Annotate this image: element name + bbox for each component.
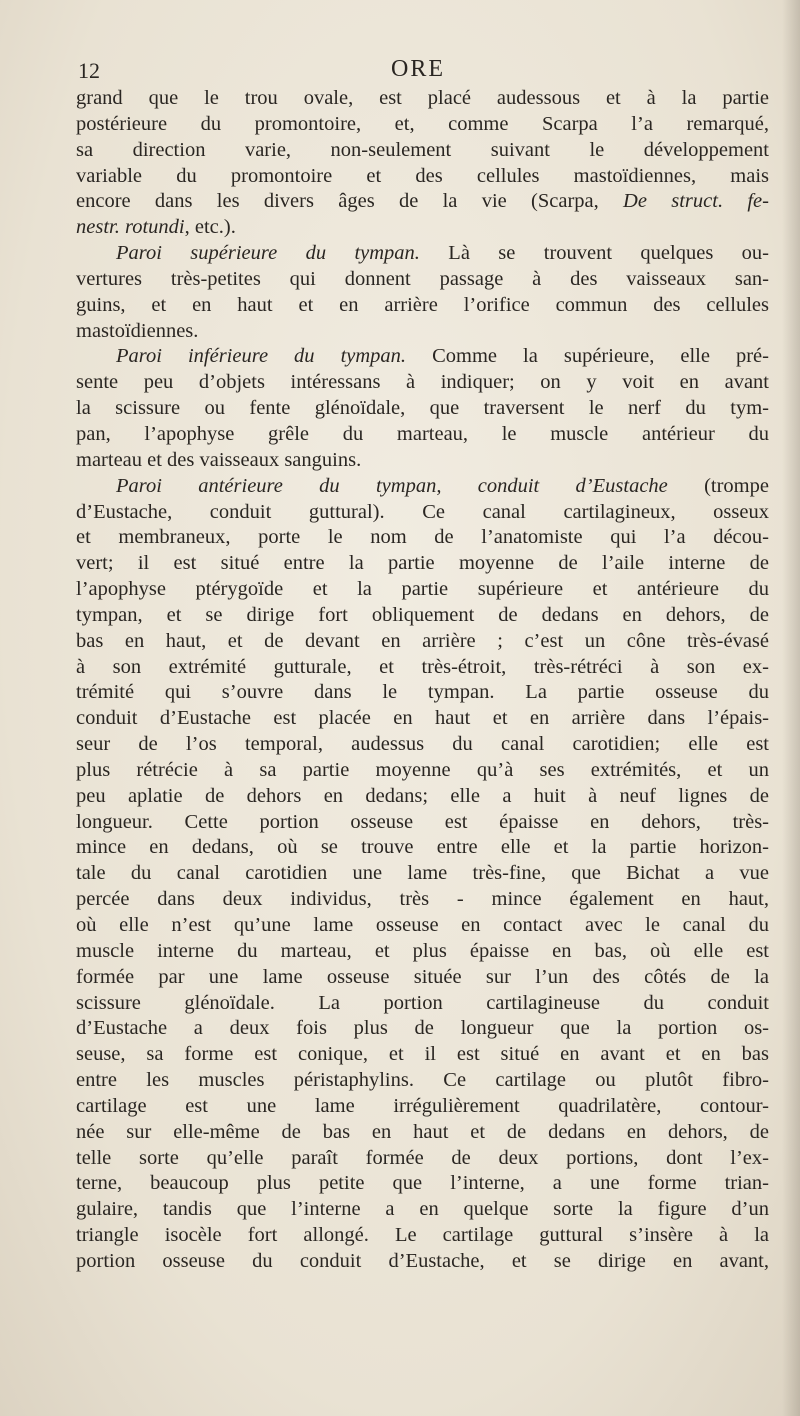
text-line — [76, 241, 769, 267]
text-segment: vertures très-petites qui donnent passage à des vaisseaux san- — [76, 267, 769, 290]
text-segment: seur de l’os temporal, audessus du canal carotidien; elle est — [76, 733, 769, 756]
text-segment: percée dans deux individus, très - mince également en haut, — [76, 888, 769, 911]
text-segment: telle sorte qu’elle paraît formée de deux portions, dont l’ex- — [76, 1146, 769, 1169]
text-segment: Là se trouvent quelques ou- — [419, 242, 769, 265]
text-line — [76, 525, 769, 551]
text-segment: variable du promontoire et des cellules mastoïdiennes, mais — [76, 164, 769, 187]
text-segment: d’Eustache a deux fois plus de longueur que la portion os- — [76, 1017, 769, 1040]
running-head: ORE — [391, 56, 445, 82]
text-line — [76, 732, 769, 758]
text-line — [76, 965, 769, 991]
text-line — [76, 835, 769, 861]
text-segment: trémité qui s’ouvre dans le tympan. La partie osseuse du — [76, 681, 769, 704]
text-segment: l’apophyse ptérygoïde et la partie supérieure et antérieure du — [76, 578, 769, 601]
text-segment: mince en dedans, où se trouve entre elle et la partie horizon- — [76, 836, 769, 859]
text-line — [76, 422, 769, 448]
text-line — [76, 758, 769, 784]
text-segment: où elle n’est qu’une lame osseuse en contact avec le canal du — [76, 914, 769, 936]
text-line — [76, 293, 769, 319]
text-line — [76, 1042, 769, 1068]
italic-text: Paroi supérieure du tympan. — [116, 242, 420, 265]
text-segment: née sur elle-même de bas en haut et de dedans en dehors, de — [76, 1120, 769, 1143]
text-line — [76, 344, 769, 370]
text-line — [76, 706, 769, 732]
text-segment: marteau et des vaisseaux sanguins. — [76, 448, 362, 471]
text-segment: peu aplatie de dehors en dedans; elle a huit à neuf lignes de — [76, 784, 769, 807]
text-segment: sente peu d’objets intéressans à indiquer; on y voit en avant — [76, 371, 769, 394]
text-line — [76, 448, 769, 474]
text-line — [76, 810, 769, 836]
text-line — [76, 474, 769, 500]
text-line — [76, 500, 769, 526]
text-segment: mastoïdiennes. — [76, 319, 199, 342]
text-segment: tale du canal carotidien une lame très-fine, que Bichat a vue — [76, 862, 769, 885]
text-segment: grand que le trou ovale, est placé audessous et à la partie — [76, 87, 769, 109]
text-segment: entre les muscles péristaphylins. Ce cartilage ou plutôt fibro- — [76, 1069, 769, 1092]
italic-text: nestr. rotundi — [76, 216, 185, 239]
text-segment: guins, et en haut et en arrière l’orifice commun des cellules — [76, 293, 769, 316]
text-line — [76, 112, 769, 138]
text-line — [76, 164, 769, 190]
text-line — [76, 1094, 769, 1120]
text-segment: triangle isocèle fort allongé. Le cartilage guttural s’insère à la — [76, 1224, 769, 1247]
text-segment: sa direction varie, non-seulement suivant le développement — [76, 138, 769, 161]
text-line — [76, 861, 769, 887]
text-segment: bas en haut, et de devant en arrière ; c’est un cône très-évasé — [76, 629, 769, 652]
text-line — [76, 939, 769, 965]
text-line — [76, 396, 769, 422]
text-segment: tympan, et se dirige fort obliquement de dedans en dehors, de — [76, 603, 769, 626]
italic-text: De struct. fe- — [623, 190, 769, 213]
text-line — [76, 629, 769, 655]
text-segment: à son extrémité gutturale, et très-étroit, très-rétréci à son ex- — [76, 655, 769, 678]
text-line — [76, 1197, 769, 1223]
text-line — [76, 1249, 769, 1275]
text-line — [76, 655, 769, 681]
text-line — [76, 138, 769, 164]
page-edge-shadow — [782, 0, 800, 1416]
text-segment: muscle interne du marteau, et plus épaisse en bas, où elle est — [76, 939, 769, 962]
text-segment: postérieure du promontoire, et, comme Scarpa l’a remarqué, — [76, 112, 769, 135]
text-line — [76, 267, 769, 293]
text-line — [76, 680, 769, 706]
body-text — [76, 86, 769, 1275]
text-line — [76, 370, 769, 396]
text-line — [76, 913, 769, 939]
text-segment: d’Eustache, conduit guttural). Ce canal cartilagineux, osseux — [76, 500, 769, 523]
text-line — [76, 887, 769, 913]
text-segment: encore dans les divers âges de la vie (Scarpa, — [76, 190, 624, 213]
text-line — [76, 1171, 769, 1197]
text-segment: portion osseuse du conduit d’Eustache, et se dirige en avant, — [76, 1249, 769, 1272]
text-segment: formée par une lame osseuse située sur l’un des côtés de la — [76, 965, 769, 988]
text-line — [76, 991, 769, 1017]
text-line — [76, 603, 769, 629]
text-line — [76, 319, 769, 345]
text-segment: la scissure ou fente glénoïdale, que traversent le nerf du tym- — [76, 397, 769, 420]
text-segment: vert; il est situé entre la partie moyenne de l’aile interne de — [76, 552, 769, 575]
text-line — [76, 1016, 769, 1042]
text-segment: conduit d’Eustache est placée en haut et en arrière dans l’épais- — [76, 707, 769, 730]
text-line — [76, 551, 769, 577]
text-line — [76, 1120, 769, 1146]
text-line — [76, 86, 769, 112]
text-segment: , etc.). — [184, 216, 236, 239]
text-segment: pan, l’apophyse grêle du marteau, le muscle antérieur du — [76, 422, 769, 445]
text-line — [76, 1068, 769, 1094]
text-segment: Comme la supérieure, elle pré- — [406, 345, 769, 368]
text-segment: et membraneux, porte le nom de l’anatomiste qui l’a décou- — [76, 526, 769, 549]
text-segment: (trompe — [667, 474, 769, 497]
italic-text: Paroi inférieure du tympan. — [116, 345, 407, 368]
page-number: 12 — [78, 58, 100, 83]
text-line — [76, 577, 769, 603]
text-line — [76, 784, 769, 810]
text-segment: longueur. Cette portion osseuse est épaisse en dehors, très- — [76, 810, 769, 833]
page-header — [78, 56, 758, 84]
text-segment: gulaire, tandis que l’interne a en quelque sorte la figure d’un — [76, 1198, 769, 1221]
text-line — [76, 215, 769, 241]
text-segment: terne, beaucoup plus petite que l’interne, a une forme trian- — [76, 1172, 769, 1195]
text-segment: plus rétrécie à sa partie moyenne qu’à ses extrémités, et un — [76, 758, 769, 781]
text-line — [76, 189, 769, 215]
text-segment: seuse, sa forme est conique, et il est situé en avant et en bas — [76, 1043, 769, 1066]
text-line — [76, 1146, 769, 1172]
italic-text: Paroi antérieure du tympan, conduit d’Eustache — [116, 474, 668, 497]
text-segment: cartilage est une lame irrégulièrement quadrilatère, contour- — [76, 1094, 769, 1117]
text-line — [76, 1223, 769, 1249]
text-segment: scissure glénoïdale. La portion cartilagineuse du conduit — [76, 991, 769, 1014]
